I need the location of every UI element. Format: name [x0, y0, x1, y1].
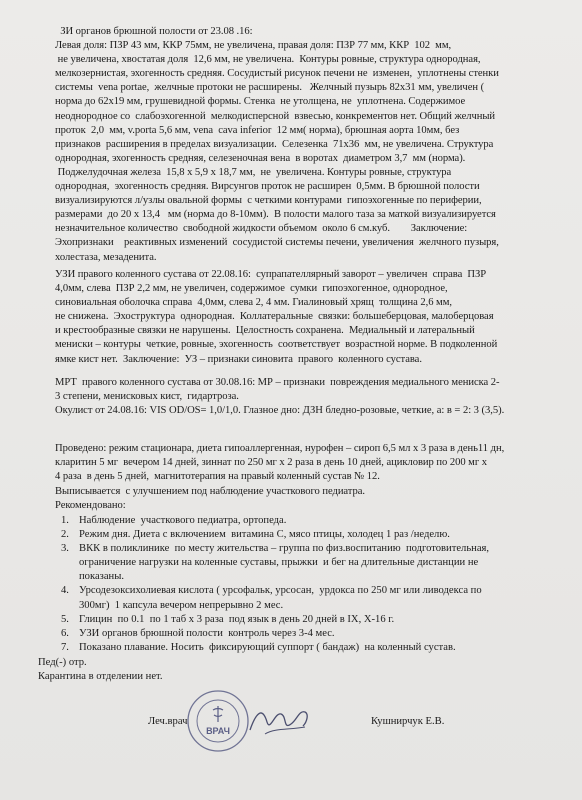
abdominal-line: признаков расширения в пределах визуализации. Селезенка 71х36 мм, не увеличена. Структура	[55, 138, 494, 150]
mri-and-ophthalmology-section	[55, 376, 555, 418]
treatment-section	[55, 442, 555, 484]
knee-line: мениски – контуры четкие, ровные, эхогенность соответствует возрастной норме. В подколенной	[55, 339, 498, 351]
recommendation-item	[55, 514, 555, 528]
recommendation-text: Глицин по 0.1 по 1 таб х 3 раза под язык в день 20 дней в IX, X-16 г.	[79, 613, 395, 625]
abdominal-line: норма до 62х19 мм, грушевидной формы. Стенка не утолщена, не уплотнена. Содержимое	[55, 96, 466, 108]
recommendation-item	[55, 641, 555, 655]
knee-line: 4,0мм, слева ПЗР 2,2 мм, не увеличен, содержимое сумки гипоэхогенное, однородное,	[55, 283, 448, 295]
abdominal-line: однородная, эхогенность средняя, селезеночная вена в воротах диаметром 3,7 мм (норма).	[55, 152, 466, 164]
knee-line: УЗИ правого коленного сустава от 22.08.16: супрапателлярный заворот – увеличен справа ПЗР	[55, 269, 487, 280]
abdominal-line: не увеличена, хвостатая доля 12,6 мм, не увеличена. Контуры ровные, структура однородная,	[55, 54, 481, 66]
footer-note-2: Карантина в отделении нет.	[38, 671, 163, 682]
recommendation-number: 1.	[61, 515, 69, 526]
signature-role: Леч.врач	[148, 716, 188, 727]
mri-line: 3 степени, менисковых кист, гидартроза.	[55, 391, 239, 403]
abdominal-line: Поджелудочная железа 15,8 х 5,9 х 18,7 мм, не увеличена. Контуры ровные, структура	[55, 166, 452, 178]
knee-line: синовиальная оболочка справа 4,0мм, слева 2, 4 мм. Гиалиновый хрящ толщина 2,6 мм,	[55, 297, 452, 309]
recommendation-number: 2.	[61, 529, 69, 541]
stamp-center-text: ВРАЧ	[206, 726, 230, 736]
recommendation-text: Режим дня. Диета с включением витамина С, мясо птицы, холодец 1 раз /неделю.	[79, 529, 450, 541]
recommendation-text: 300мг) 1 капсула вечером непрерывно 2 мес.	[79, 599, 284, 611]
recommendation-text: показаны.	[79, 571, 124, 583]
knee-line: и крестообразные связки не нарушены. Целостность сохранена. Медиальный и латеральный	[55, 325, 475, 337]
abdominal-line: незначительное количество свободной жидкости объемом около 6 см.куб. Заключение:	[55, 223, 468, 235]
handwritten-signature	[245, 700, 315, 740]
abdominal-line: ЗИ органов брюшной полости от 23.08 .16:	[55, 26, 253, 37]
abdominal-line: мелкозернистая, эхогенность средняя. Сосудистый рисунок печени не изменен, уплотнены стенки	[55, 68, 499, 80]
recommendation-item	[55, 627, 555, 641]
recommendation-item	[55, 584, 555, 612]
recommendation-text: ВКК в поликлинике по месту жительства – группа по физ.воспитанию подготовительная,	[79, 543, 490, 555]
recommendation-number: 7.	[61, 641, 69, 653]
recommendation-text: ограничение нагрузки на коленные суставы, прыжки и бег на длительные дистанции не	[79, 557, 479, 569]
recommendation-number: 4.	[61, 585, 69, 597]
caduceus-icon	[213, 706, 223, 722]
abdominal-line: неоднородное со слабоэхогенной мелкодисперсной взвесью, конкрементов нет. Общий желчный	[55, 110, 496, 122]
recommendation-number: 5.	[61, 613, 69, 625]
mri-line: Окулист от 24.08.16: VIS OD/OS= 1,0/1,0. Глазное дно: ДЗН бледно-розовые, четкие, а: в = 2: 3 (3,5).	[55, 405, 505, 417]
abdominal-line: визуализируются л/узлы овальной формы с четкими контурами гипоэхогенные по периферии,	[55, 195, 482, 207]
treatment-line: Проведено: режим стационара, диета гипоаллергенная, нурофен – сироп 6,5 мл х 3 раза в день11 дн,	[55, 443, 505, 454]
doctor-stamp	[185, 688, 251, 754]
abdominal-line: системы vena portae, желчные протоки не расширены. Желчный пузырь 82х31 мм, увеличен (	[55, 82, 485, 94]
footer-note-1: Пед(-) отр.	[38, 657, 87, 668]
abdominal-line: однородная, эхогенность средняя. Вирсунгов проток не расширен 0,5мм. В брюшной полости	[55, 181, 480, 193]
recommendation-item	[55, 613, 555, 627]
recommendation-text: Показано плавание. Носить фиксирующий суппорт ( бандаж) на коленный сустав.	[79, 641, 456, 653]
abdominal-line: холестаза, мезаденита.	[55, 251, 157, 263]
knee-ultrasound-section	[55, 268, 555, 367]
treatment-line: 4 раза в день 5 дней, магнитотерапия на правый коленный сустав № 12.	[55, 471, 380, 483]
recommendation-number: 3.	[61, 543, 69, 555]
abdominal-line: Левая доля: ПЗР 43 мм, ККР 75мм, не увеличена, правая доля: ПЗР 77 мм, ККР 102 мм,	[55, 40, 452, 52]
abdominal-ultrasound-section	[55, 25, 555, 265]
discharge-line: Выписывается с улучшением под наблюдение участкового педиатра.	[55, 486, 366, 497]
recommendation-text: УЗИ органов брюшной полости контроль через 3-4 мес.	[79, 627, 335, 639]
recommendation-text: Наблюдение участкового педиатра, ортопеда.	[79, 515, 287, 526]
knee-line: ямке кист нет. Заключение: УЗ – признаки синовита правого коленного сустава.	[55, 353, 422, 365]
mri-line: МРТ правого коленного сустава от 30.08.16: МР – признаки повреждения медиального мениска 2-	[55, 377, 500, 388]
abdominal-line: размерами до 20 х 13,4 мм (норма до 8-10мм). В полости малого таза за маткой визуализируется	[55, 209, 496, 221]
knee-line: не снижена. Эхоструктура однородная. Коллатеральные связки: большеберцовая, малоберцовая	[55, 311, 494, 323]
recommendations-list	[55, 514, 555, 655]
discharge-line: Рекомендовано:	[55, 500, 126, 512]
recommendation-item	[55, 542, 555, 584]
recommendation-text: Урсодезоксихолиевая кислота ( урсофальк, урсосан, урдокса по 250 мг или ливодекса по	[79, 585, 482, 597]
discharge-section	[55, 485, 555, 513]
recommendation-number: 6.	[61, 627, 69, 639]
treatment-line: кларитин 5 мг вечером 14 дней, зиннат по 250 мг х 2 раза в день 10 дней, ацикловир по 200 мг х	[55, 457, 487, 469]
abdominal-line: Эхопризнаки реактивных изменений сосудистой системы печени, увеличения желчного пузыря,	[55, 237, 499, 249]
signature-name: Кушнирчук Е.В.	[371, 716, 445, 727]
abdominal-line: проток 2,0 мм, v.porta 5,6 мм, vena cava inferior 12 мм( норма), брюшная аорта 10мм, без	[55, 124, 460, 136]
recommendation-item	[55, 528, 555, 542]
